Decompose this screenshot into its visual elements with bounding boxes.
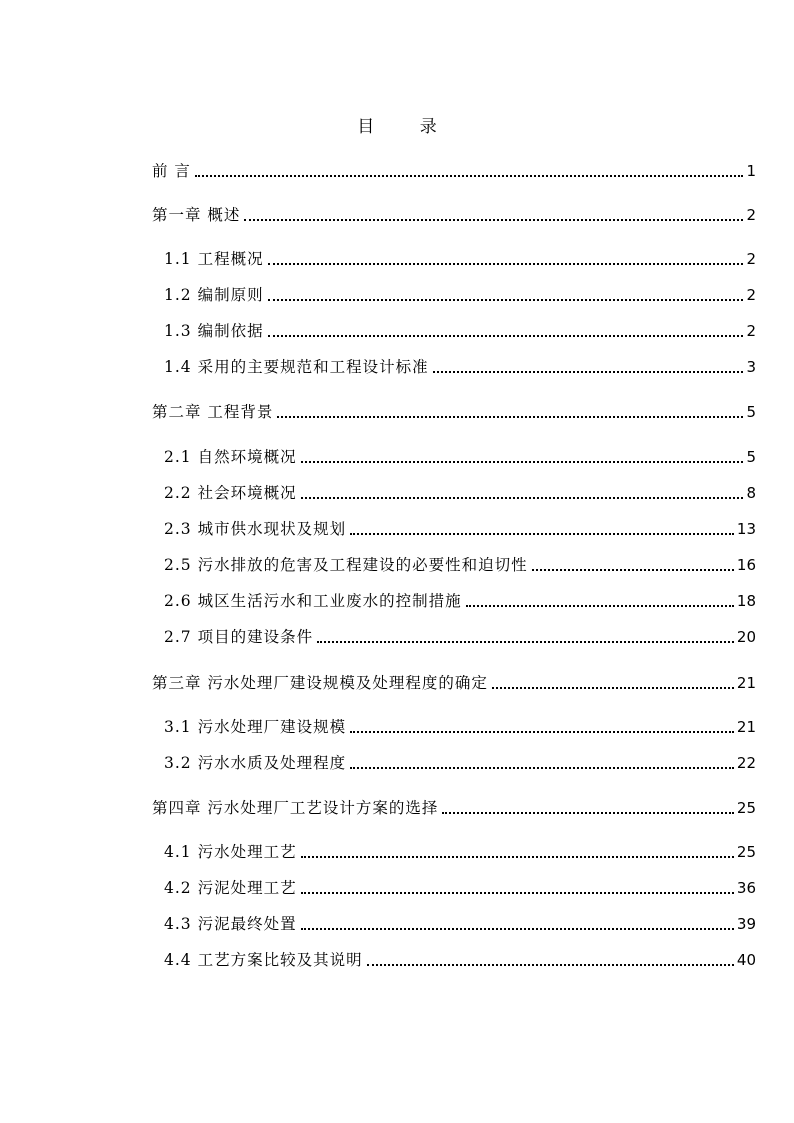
toc-entry-chapter-3[interactable] xyxy=(152,671,756,695)
toc-dot-leader xyxy=(195,175,744,177)
toc-dot-leader xyxy=(317,641,734,643)
toc-entry-4-3[interactable] xyxy=(164,912,756,936)
toc-entry-label: 4.1 污水处理工艺 xyxy=(164,843,297,861)
toc-page-number: 40 xyxy=(736,951,756,969)
toc-entry-label: 4.4 工艺方案比较及其说明 xyxy=(164,951,363,969)
toc-dot-leader xyxy=(532,569,734,571)
toc-page-number: 20 xyxy=(736,628,756,646)
toc-entry-label: 2.1 自然环境概况 xyxy=(164,448,297,466)
toc-entry-label: 第三章 污水处理厂建设规模及处理程度的确定 xyxy=(152,674,488,692)
toc-entry-4-1[interactable] xyxy=(164,840,756,864)
toc-entry-chapter-1[interactable] xyxy=(152,203,756,227)
toc-entry-chapter-2[interactable] xyxy=(152,400,756,424)
toc-entry-1-2[interactable] xyxy=(164,283,756,307)
toc-dot-leader xyxy=(301,461,744,463)
toc-entry-label: 2.7 项目的建设条件 xyxy=(164,628,314,646)
toc-dot-leader xyxy=(466,605,734,607)
toc-dot-leader xyxy=(350,767,734,769)
toc-entry-label: 4.2 污泥处理工艺 xyxy=(164,879,297,897)
toc-dot-leader xyxy=(350,533,734,535)
toc-page-number: 25 xyxy=(736,799,756,817)
toc-entry-label: 第四章 污水处理厂工艺设计方案的选择 xyxy=(152,799,439,817)
toc-entry-label: 4.3 污泥最终处置 xyxy=(164,915,297,933)
toc-entry-2-7[interactable] xyxy=(164,625,756,649)
toc-page-number: 5 xyxy=(746,448,756,466)
toc-entry-1-3[interactable] xyxy=(164,319,756,343)
toc-page-number: 39 xyxy=(736,915,756,933)
toc-entry-label: 第二章 工程背景 xyxy=(152,403,274,421)
toc-entry-preface[interactable] xyxy=(152,159,756,183)
toc-entry-1-4[interactable] xyxy=(164,355,756,379)
toc-page-number: 5 xyxy=(746,403,756,421)
toc-page-number: 25 xyxy=(736,843,756,861)
toc-entry-1-1[interactable] xyxy=(164,247,756,271)
toc-entry-label: 2.2 社会环境概况 xyxy=(164,484,297,502)
toc-dot-leader xyxy=(350,731,734,733)
toc-page-number: 16 xyxy=(736,556,756,574)
toc-entry-4-2[interactable] xyxy=(164,876,756,900)
toc-page-number: 2 xyxy=(746,322,756,340)
toc-dot-leader xyxy=(268,335,744,337)
toc-entry-2-6[interactable] xyxy=(164,589,756,613)
toc-dot-leader xyxy=(492,687,734,689)
toc-entry-2-2[interactable] xyxy=(164,481,756,505)
toc-entry-3-1[interactable] xyxy=(164,715,756,739)
toc-entry-label: 3.2 污水水质及处理程度 xyxy=(164,754,347,772)
toc-page-number: 3 xyxy=(746,358,756,376)
toc-dot-leader xyxy=(301,928,734,930)
toc-dot-leader xyxy=(301,856,734,858)
toc-dot-leader xyxy=(301,892,734,894)
toc-page-number: 22 xyxy=(736,754,756,772)
toc-dot-leader xyxy=(268,263,744,265)
toc-entry-label: 3.1 污水处理厂建设规模 xyxy=(164,718,347,736)
toc-dot-leader xyxy=(277,416,743,418)
toc-page-number: 21 xyxy=(736,718,756,736)
toc-page-number: 21 xyxy=(736,674,756,692)
toc-entry-label: 1.1 工程概况 xyxy=(164,250,264,268)
toc-page-number: 2 xyxy=(746,286,756,304)
toc-dot-leader xyxy=(268,299,744,301)
toc-dot-leader xyxy=(367,964,734,966)
toc-entry-label: 1.4 采用的主要规范和工程设计标准 xyxy=(164,358,429,376)
toc-entry-4-4[interactable] xyxy=(164,948,756,972)
toc-dot-leader xyxy=(442,812,733,814)
toc-entry-2-5[interactable] xyxy=(164,553,756,577)
toc-page-number: 2 xyxy=(746,250,756,268)
toc-dot-leader xyxy=(244,219,743,221)
toc-entry-label: 2.6 城区生活污水和工业废水的控制措施 xyxy=(164,592,462,610)
toc-entry-label: 1.3 编制依据 xyxy=(164,322,264,340)
toc-title: 目 录 xyxy=(357,117,457,137)
toc-entry-2-3[interactable] xyxy=(164,517,756,541)
toc-page-number: 13 xyxy=(736,520,756,538)
toc-dot-leader xyxy=(433,371,744,373)
toc-entry-label: 第一章 概述 xyxy=(152,206,241,224)
toc-page-number: 2 xyxy=(746,206,756,224)
toc-entry-label: 1.2 编制原则 xyxy=(164,286,264,304)
toc-entry-label: 2.5 污水排放的危害及工程建设的必要性和迫切性 xyxy=(164,556,528,574)
toc-entry-2-1[interactable] xyxy=(164,445,756,469)
toc-page-number: 18 xyxy=(736,592,756,610)
toc-entry-3-2[interactable] xyxy=(164,751,756,775)
toc-entry-label: 前 言 xyxy=(152,162,191,180)
toc-entry-chapter-4[interactable] xyxy=(152,796,756,820)
toc-page-number: 1 xyxy=(746,162,756,180)
toc-page-number: 8 xyxy=(746,484,756,502)
toc-page-number: 36 xyxy=(736,879,756,897)
toc-dot-leader xyxy=(301,497,744,499)
toc-entry-label: 2.3 城市供水现状及规划 xyxy=(164,520,347,538)
